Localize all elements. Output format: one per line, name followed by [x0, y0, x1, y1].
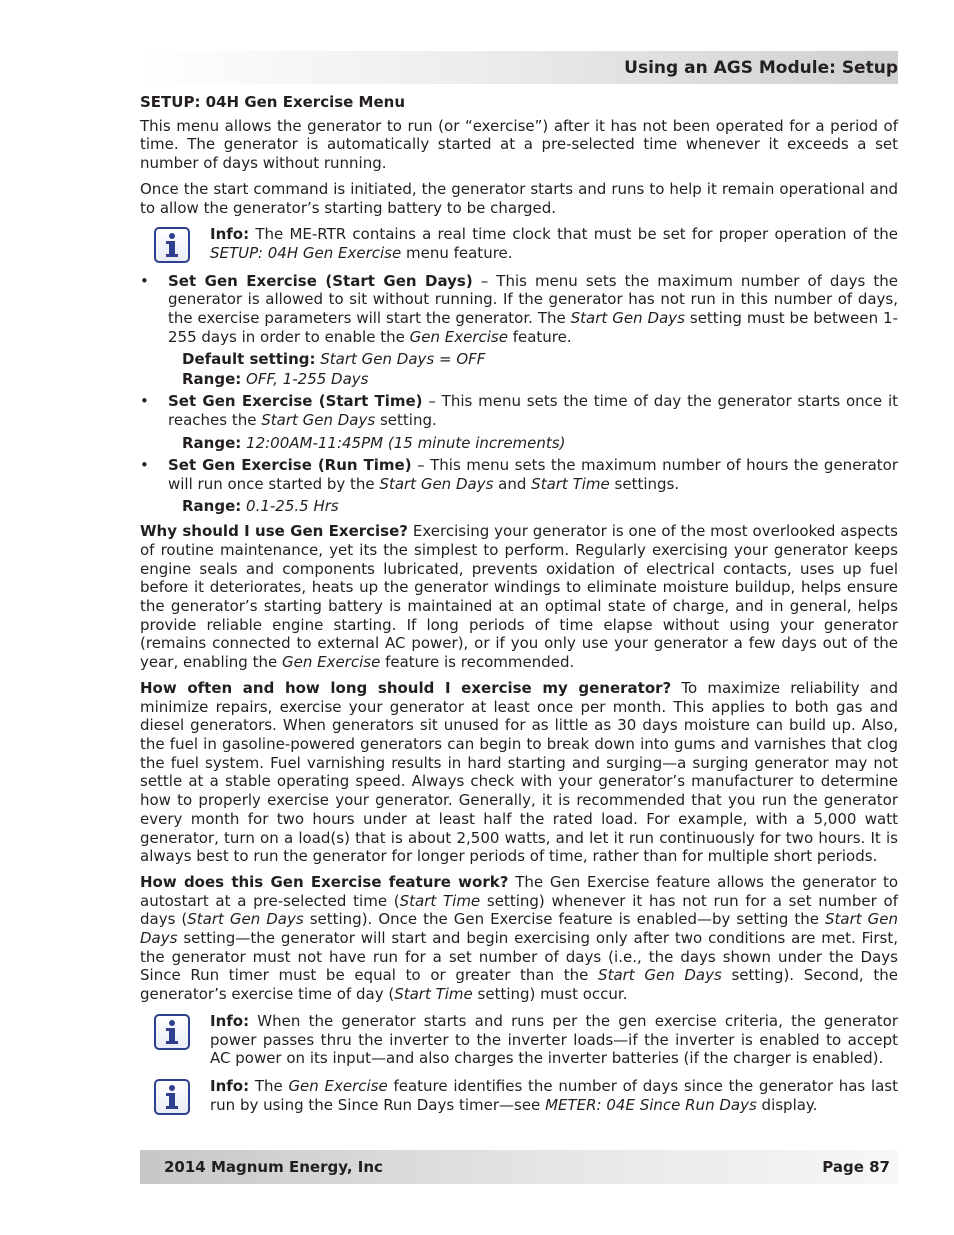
info-note-1: [140, 225, 898, 262]
info-note-3-text: [210, 1077, 898, 1114]
bullet-title: Set Gen Exercise (Run Time): [168, 455, 412, 474]
page-content: [140, 93, 898, 1123]
range-setting: [140, 496, 898, 516]
info-icon: [154, 1079, 190, 1115]
text-run-italic: Start Time: [394, 985, 473, 1004]
info-icon: [154, 227, 190, 263]
range-setting: [140, 433, 898, 453]
setting-value: OFF, 1-255 Days: [241, 370, 369, 389]
text-run: The: [249, 1076, 289, 1095]
how-work-paragraph: [140, 873, 898, 1004]
intro-paragraph-1: This menu allows the generator to run (or “exercise”) after it has not been operated for a period of time. The generator is automatically started at a pre-selected time whenever it exceeds a set number of days without running.: [140, 116, 898, 173]
text-run-italic: Start Gen Days: [140, 910, 898, 948]
text-run-italic: Start Gen Days: [598, 966, 722, 985]
bullet-title: Set Gen Exercise (Start Time): [168, 392, 423, 411]
text-run-italic: Gen Exercise: [288, 1076, 388, 1095]
bullet-text: [168, 272, 898, 347]
text-run-italic: Gen Exercise: [409, 327, 508, 346]
text-run: menu feature.: [401, 243, 513, 262]
text-run-italic: Start Gen Days: [570, 309, 685, 328]
setting-value: Start Gen Days = OFF: [315, 350, 486, 369]
text-run-italic: Start Time: [531, 474, 610, 493]
info-label: Info:: [210, 1076, 250, 1095]
footer-company: 2014 Magnum Energy, Inc: [164, 1158, 383, 1176]
text-run: settings.: [609, 474, 680, 493]
text-run: – This menu sets the maximum number of days the generator is allowed to sit without running. If the generator has not run in this number of days, the exercise parameters will start the generator. The: [168, 271, 898, 328]
text-run: feature.: [507, 327, 572, 346]
text-run: feature is recommended.: [380, 653, 575, 672]
text-run: The Gen Exercise feature allows the generator to autostart at a pre-selected time (: [140, 872, 898, 910]
text-run: setting) must occur.: [472, 985, 628, 1004]
text-run: feature identifies the number of days since the generator has last run by using the Since Run Days timer—see: [210, 1076, 899, 1114]
text-run: The ME-RTR contains a real time clock that must be set for proper operation of the: [249, 225, 898, 244]
text-run: setting.: [375, 411, 437, 430]
setting-label: Range:: [182, 370, 242, 389]
text-run-italic: METER: 04E Since Run Days: [545, 1095, 757, 1114]
bullet-dot: •: [140, 392, 149, 411]
info-label: Info:: [210, 1011, 250, 1030]
bullet-text: [168, 392, 898, 429]
how-often-paragraph: [140, 679, 898, 866]
info-note-2: [140, 1012, 898, 1068]
question: Why should I use Gen Exercise?: [140, 522, 408, 541]
text-run: setting). Once the Gen Exercise feature is enabled—by setting the: [303, 910, 825, 929]
bullet-dot: •: [140, 455, 149, 474]
text-run: and: [493, 474, 532, 493]
page-header: [140, 51, 898, 84]
bullet-title: Set Gen Exercise (Start Gen Days): [168, 271, 473, 290]
section-heading: SETUP: 04H Gen Exercise Menu: [140, 93, 406, 111]
setting-label: Default setting:: [182, 350, 316, 369]
text-run: setting must be between 1-255 days in order to enable the: [168, 309, 898, 346]
default-setting: [140, 349, 898, 369]
text-run: display.: [756, 1095, 818, 1114]
question: How does this Gen Exercise feature work?: [140, 872, 509, 891]
text-run-italic: Gen Exercise: [281, 653, 381, 672]
bullet-dot: •: [140, 271, 149, 290]
info-note-1-text: [210, 225, 898, 262]
text-run-italic: Start Gen Days: [379, 474, 494, 493]
text-run: Exercising your generator is one of the most overlooked aspects of routine maintenance, yet its the simplest to perform. Regularly exercising your generator keeps engine seals and components lubricated, prevents oxidation of electrical contacts, uses up fuel before it deteriorates, heats up the generator windings to eliminate moisture buildup, helps ensure the generator’s starting battery is maintained at an optimal state of charge, and in general, helps provide reliable engine starting. If long periods of time elapse without using your generator (remains connected to external AC power), or if you only use your generator a few days out of the year, enabling the: [140, 522, 898, 672]
bullet-start-gen-days: [140, 272, 898, 347]
bullet-text: [168, 456, 898, 493]
setting-label: Range:: [182, 497, 242, 516]
setting-label: Range:: [182, 433, 242, 452]
bullet-run-time: [140, 456, 898, 493]
info-icon: [154, 1014, 190, 1050]
info-label: Info:: [210, 225, 250, 244]
why-paragraph: [140, 522, 898, 672]
footer-page-number: Page 87: [822, 1158, 890, 1176]
info-note-3: [140, 1077, 898, 1114]
text-run: setting) whenever it has not run for a set number of days (: [140, 891, 899, 929]
question: How often and how long should I exercise my generator?: [140, 678, 672, 697]
text-run: setting—the generator will start and begin exercising only after two conditions are met. First, the generator must not have run for a set number of days (i.e., the days shown under the Days Since Run timer must be equal to or greater than the: [140, 929, 898, 985]
header-title: Using an AGS Module: Setup: [624, 58, 898, 78]
text-run-italic: SETUP: 04H Gen Exercise: [210, 243, 402, 262]
text-run: setting). Second, the generator’s exercise time of day (: [140, 966, 898, 1004]
intro-paragraph-2: Once the start command is initiated, the generator starts and runs to help it remain operational and to allow the generator’s starting battery to be charged.: [140, 179, 898, 217]
text-run-italic: Start Gen Days: [187, 910, 304, 929]
info-note-2-text: [210, 1012, 898, 1068]
text-run-italic: Start Time: [399, 891, 481, 910]
text-run-italic: Start Gen Days: [261, 411, 376, 430]
text-run: – This menu sets the maximum number of hours the generator will run once started by the: [168, 455, 899, 493]
text-run: When the generator starts and runs per the gen exercise criteria, the generator power passes thru the inverter to the inverter loads—if the inverter is enabled to accept AC power on its input—and also charges the inverter batteries (if the charger is enabled).: [210, 1011, 898, 1068]
range-setting: [140, 369, 898, 389]
setting-value: 12:00AM-11:45PM (15 minute increments): [241, 433, 566, 452]
setting-value: 0.1-25.5 Hrs: [241, 497, 339, 516]
text-run: – This menu sets the time of day the generator starts once it reaches the: [168, 392, 898, 430]
bullet-start-time: [140, 392, 898, 429]
page-footer: [140, 1150, 898, 1184]
text-run: To maximize reliability and minimize repairs, exercise your generator at least once per month. This applies to both gas and diesel generators. When generators sit unused for as little as 30 days moisture can build up. Also, the fuel in gasoline-powered generators can begin to break down into gums and varnishes that clog the fuel system. Fuel varnishing results in hard starting and surging—a surging generator may not settle at a stable operating speed. Always check with your generator’s manufacturer to determine how to properly exercise your generator. Generally, it is recommended that you run the generator every month for two hours under at least half the rated load. For example, with a 5,000 watt generator, turn on a load(s) that is about 2,500 watts, and let it run continuously for two hours. It is always best to run the generator for longer periods of time, rather than for multiple short periods.: [140, 678, 898, 866]
